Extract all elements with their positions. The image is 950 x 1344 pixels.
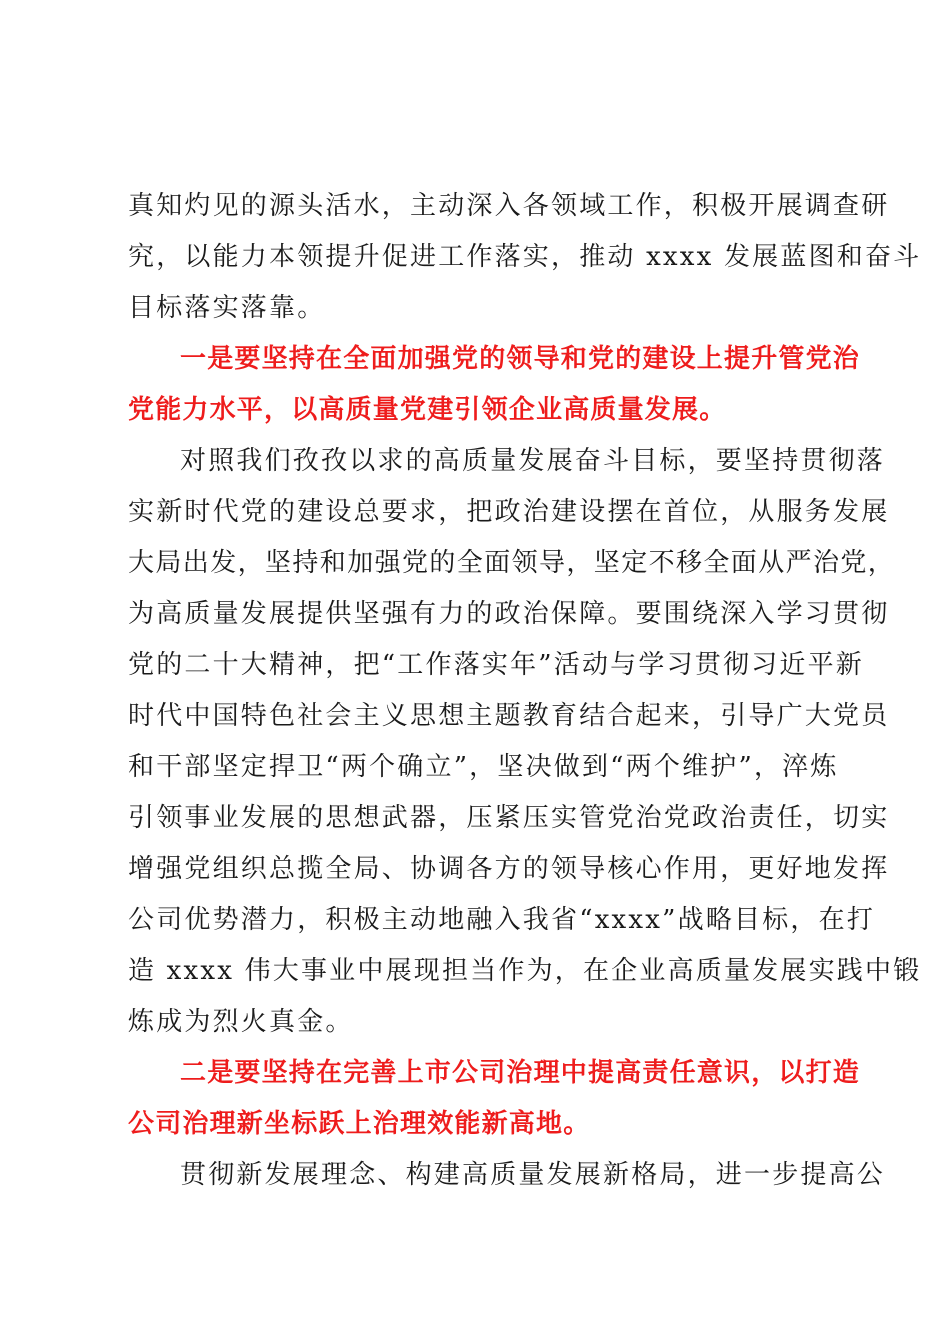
intro-line-3: 目标落实落靠。 <box>128 293 326 323</box>
section2-heading-line-1: 二是要坚持在完善上市公司治理中提高责任意识，以打造 <box>180 1058 861 1088</box>
section1-body-line-8: 引领事业发展的思想武器，压紧压实管党治党政治责任，切实 <box>128 803 890 833</box>
section1-body-line-6: 时代中国特色社会主义思想主题教育结合起来，引导广大党员 <box>128 701 890 731</box>
section1-body-line-12: 炼成为烈火真金。 <box>128 1007 354 1037</box>
section1-body-line-7: 和干部坚定捍卫“两个确立”，坚决做到“两个维护”，淬炼 <box>128 752 839 782</box>
intro-line-2: 究，以能力本领提升促进工作落实，推动 xxxx 发展蓝图和奋斗 <box>128 242 922 272</box>
section1-body-line-2: 实新时代党的建设总要求，把政治建设摆在首位，从服务发展 <box>128 497 890 527</box>
section1-body-line-4: 为高质量发展提供坚强有力的政治保障。要围绕深入学习贯彻 <box>128 599 890 629</box>
section2-heading-line-2: 公司治理新坐标跃上治理效能新高地。 <box>128 1109 591 1139</box>
section1-heading-line-1: 一是要坚持在全面加强党的领导和党的建设上提升管党治 <box>180 344 861 374</box>
section1-body-line-3: 大局出发，坚持和加强党的全面领导，坚定不移全面从严治党， <box>128 548 896 578</box>
section1-body-line-10: 公司优势潜力，积极主动地融入我省“xxxx”战略目标，在打 <box>128 905 876 935</box>
section1-body-line-5: 党的二十大精神，把“工作落实年”活动与学习贯彻习近平新 <box>128 650 864 680</box>
section1-body-line-1: 对照我们孜孜以求的高质量发展奋斗目标，要坚持贯彻落 <box>180 446 886 476</box>
section1-body-line-9: 增强党组织总揽全局、协调各方的领导核心作用，更好地发挥 <box>128 854 890 884</box>
section1-body-line-11: 造 xxxx 伟大事业中展现担当作为，在企业高质量发展实践中锻 <box>128 956 922 986</box>
intro-line-1: 真知灼见的源头活水，主动深入各领域工作，积极开展调查研 <box>128 191 890 221</box>
section2-body-line-1: 贯彻新发展理念、构建高质量发展新格局，进一步提高公 <box>180 1160 886 1190</box>
section1-heading-line-2: 党能力水平，以高质量党建引领企业高质量发展。 <box>128 395 727 425</box>
